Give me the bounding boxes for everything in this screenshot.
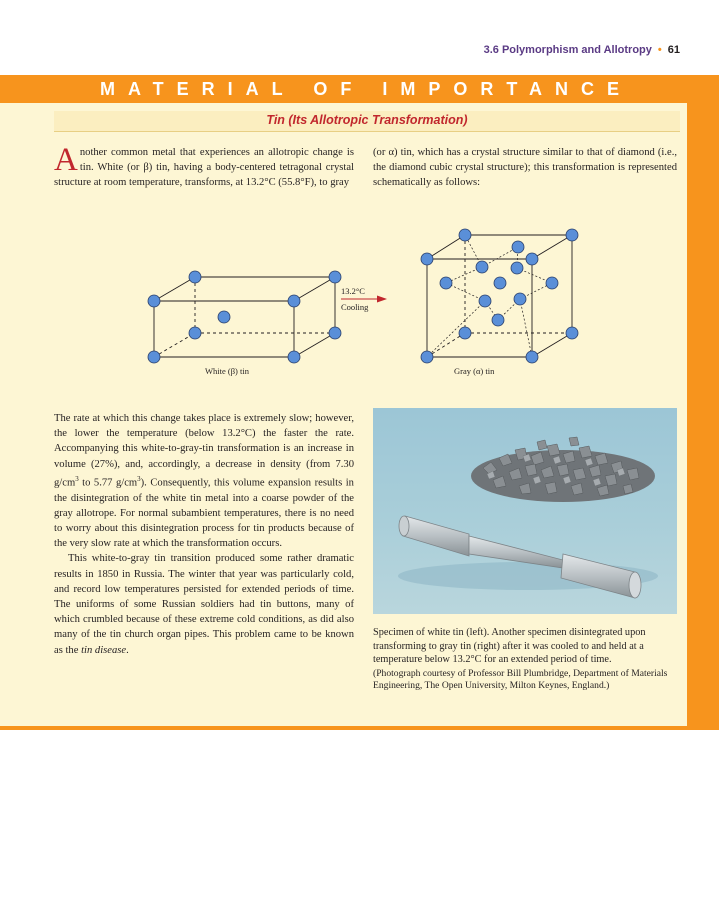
atom — [288, 351, 300, 363]
gray-tin-unit-cell — [427, 235, 572, 357]
photo-caption — [373, 626, 673, 693]
right-accent-bar — [687, 103, 719, 730]
superscript: 3 — [137, 474, 141, 483]
atom — [189, 327, 201, 339]
atom — [440, 277, 452, 289]
running-header — [0, 44, 680, 56]
atom — [459, 327, 471, 339]
atom — [514, 293, 526, 305]
feature-subtitle: Tin (Its Allotropic Transformation) — [266, 113, 468, 127]
gray-tin-label: Gray (α) tin — [454, 366, 495, 376]
bond-line — [427, 301, 485, 357]
intro-left-column — [54, 142, 354, 191]
atom — [148, 295, 160, 307]
caption-text: Specimen of white tin (left). Another specimen disintegrated upon transforming to gray tin (right) after it was cooled to and held at a temperature below 13.2°C for an extended period of time. — [373, 627, 646, 666]
section-title: 3.6 Polymorphism and Allotropy — [483, 44, 652, 56]
atom — [189, 271, 201, 283]
intro-left-text: nother common metal that experiences an allotropic change is tin. White (or β) tin, having a body-centered tetragonal crystal structure at room temperature, transforms, at 13.2°C (55.8°F), to gray — [54, 147, 354, 189]
cell-edge — [427, 235, 465, 259]
atom — [492, 314, 504, 326]
atom — [511, 262, 523, 274]
atom — [566, 229, 578, 241]
banner-title: MATERIAL OF IMPORTANCE — [100, 78, 632, 99]
bullet-separator: • — [657, 44, 662, 56]
paragraph-russia-text: This white-to-gray tin transition produced some rather dramatic results in 1850 in Russia. The winter that year was particularly cold, and record low temperatures persisted for extended periods of time. The uniforms of some Russian soldiers had tin buttons, many of which crumbled because of these extreme cold conditions, as did also many of the tin church organ pipes. This problem came to be known as the — [54, 553, 354, 656]
atom — [512, 241, 524, 253]
page-number: 61 — [667, 44, 680, 56]
bond-line — [520, 299, 532, 357]
intro-right-column — [373, 145, 677, 191]
drop-cap: A — [54, 142, 78, 178]
paragraph-rate — [54, 411, 354, 551]
tin-disease-term: tin disease — [81, 644, 127, 656]
white-tin-label: White (β) tin — [205, 366, 249, 376]
crystal-diagram — [54, 220, 680, 385]
atom — [479, 295, 491, 307]
atom — [148, 351, 160, 363]
bottom-accent-bar — [0, 726, 719, 730]
atom — [288, 295, 300, 307]
hidden-edge — [154, 333, 195, 357]
white-tin-specimen — [398, 516, 658, 598]
atom — [546, 277, 558, 289]
arrow-head-icon — [377, 296, 387, 303]
arrow-temperature-label: 13.2°C — [341, 286, 365, 296]
atom — [329, 271, 341, 283]
cell-edge — [294, 277, 335, 301]
paragraph-russia — [54, 551, 354, 657]
atom — [329, 327, 341, 339]
gray-tin-powder-pile — [471, 437, 655, 502]
atom — [421, 351, 433, 363]
gray-tin-atoms — [421, 229, 578, 363]
atom — [218, 311, 230, 323]
atom — [476, 261, 488, 273]
crystal-structure-figure — [54, 220, 680, 385]
cell-edge — [154, 277, 195, 301]
paragraph-rate-text-end: ). Consequently, this volume expansion results in the disintegration of the white tin metal into a coarse powder of the gray allotrope. For normal subambient temperatures, there is no need to worry about this disintegration process for tin products because of the very slow rate at which the transformation occurs. — [54, 477, 354, 550]
atom — [459, 229, 471, 241]
paragraph-russia-end: . — [126, 644, 129, 656]
cell-edge — [532, 235, 572, 259]
atom — [526, 351, 538, 363]
arrow-cooling-label: Cooling — [341, 302, 369, 312]
white-tin-unit-cell — [154, 277, 335, 357]
material-of-importance-banner — [0, 75, 719, 103]
bond-line — [446, 283, 485, 301]
photo-credit: (Photograph courtesy of Professor Bill Plumbridge, Department of Materials Engineering, The Open University, Milton Keynes, England.) — [373, 667, 668, 692]
body-column — [54, 411, 354, 658]
paragraph-rate-text: The rate at which this change takes place is extremely slow; however, the lower the temperature (below 13.2°C) the faster the rate. Accompanying this white-to-gray-tin transformation is an increase in volume (27%), and, accordingly, a decrease in density (from 7.30 g/cm — [54, 413, 354, 489]
atom — [421, 253, 433, 265]
photo-illustration — [373, 408, 677, 614]
superscript: 3 — [75, 474, 79, 483]
atom — [494, 277, 506, 289]
atom — [526, 253, 538, 265]
tin-specimen-photo — [373, 408, 677, 614]
paragraph-rate-text-mid: to 5.77 g/cm — [78, 477, 138, 489]
cell-edge — [532, 333, 572, 357]
cell-edge — [294, 333, 335, 357]
white-tin-atoms — [148, 271, 341, 363]
atom — [566, 327, 578, 339]
hidden-edge — [427, 333, 465, 357]
intro-right-text: (or α) tin, which has a crystal structure similar to that of diamond (i.e., the diamond cubic crystal structure); this transformation is represented schematically as follows: — [373, 147, 677, 189]
